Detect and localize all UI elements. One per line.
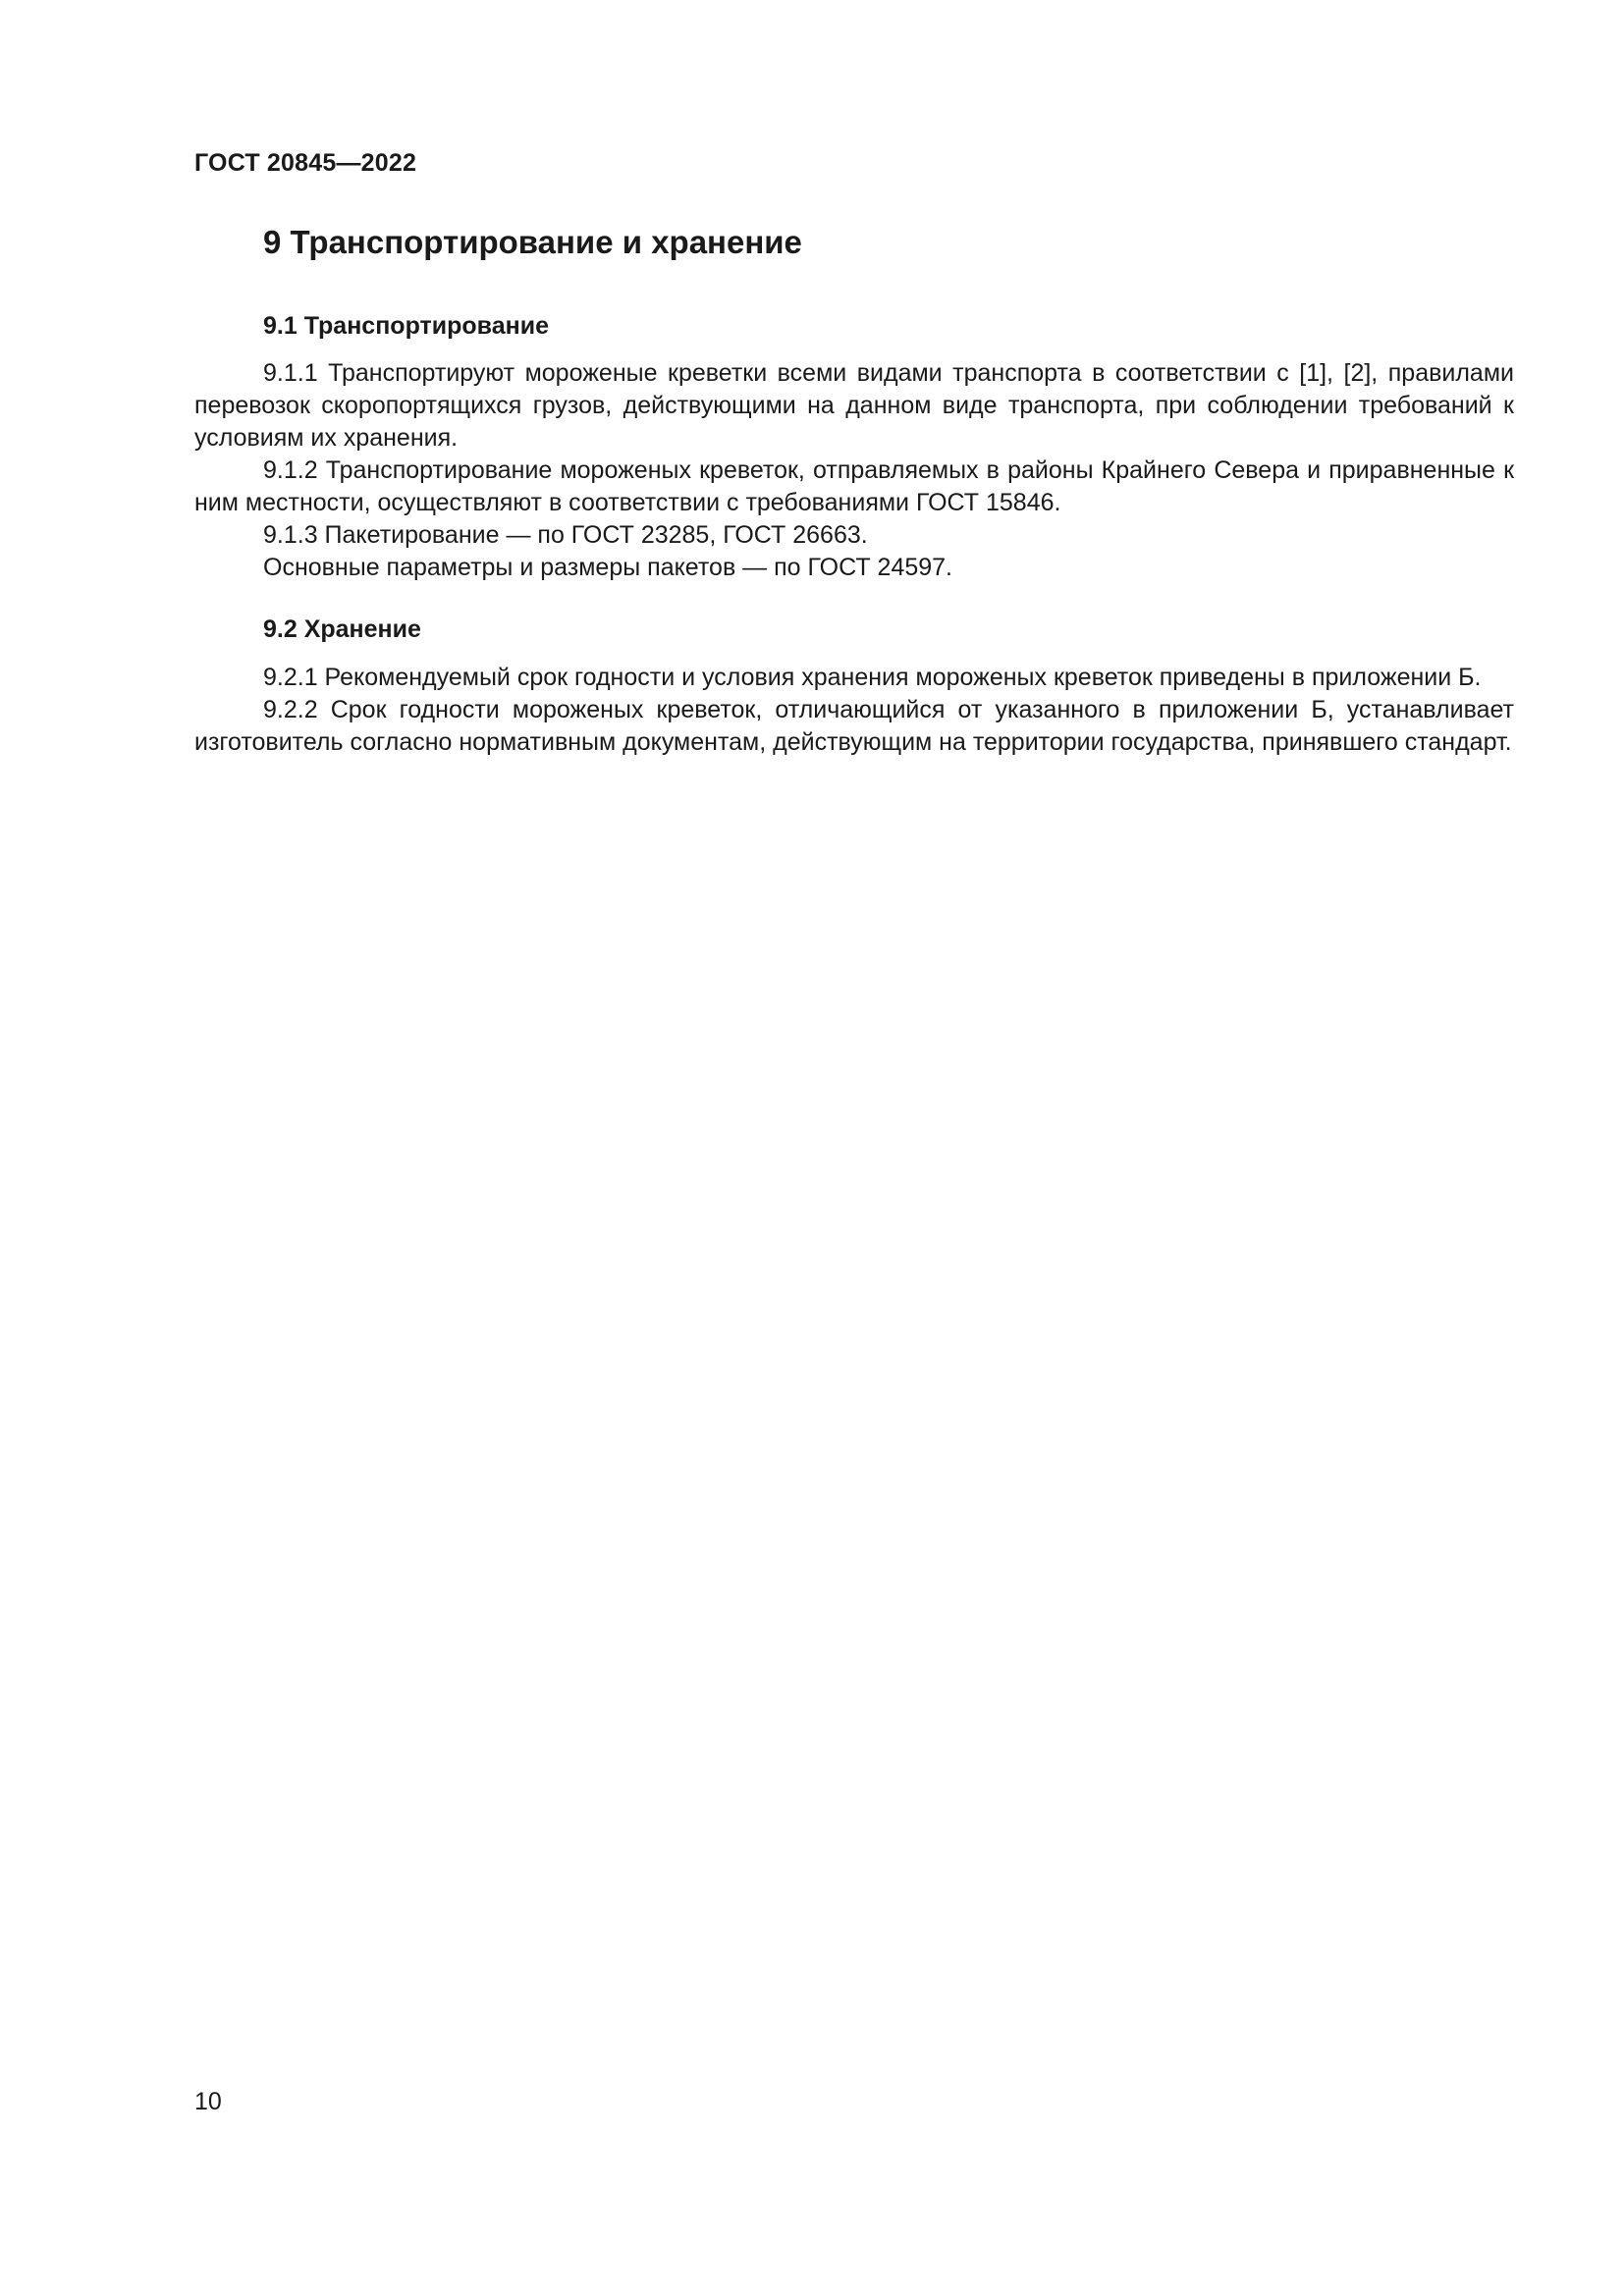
page-number: 10 [194, 2088, 222, 2115]
paragraph-package-params: Основные параметры и размеры пакетов — по ГОСТ 24597. [263, 554, 953, 581]
subsection-title-transport: 9.1 Транспортирование [263, 312, 549, 340]
paragraph-9-2-2: 9.2.2 Срок годности мороженых креветок, отличающийся от указанного в приложении Б, устанавливает изготовитель согласно нормативным документам, действующим на территории государства, принявшего стандарт. [194, 696, 1514, 756]
paragraph-9-1-1: 9.1.1 Транспортируют мороженые креветки всеми видами транспорта в соответствии с [1], [2], правилами перевозок скоропортящихся грузов, действующими на данном виде транспорта, при соблюдении требований к условиям их хранения. [194, 359, 1514, 452]
subsection-title-storage: 9.2 Хранение [263, 615, 421, 643]
paragraph-9-1-2: 9.1.2 Транспортирование мороженых креветок, отправляемых в районы Крайнего Севера и приравненные к ним местности, осуществляют в соответствии с требованиями ГОСТ 15846. [194, 456, 1514, 516]
section-title: 9 Транспортирование и хранение [263, 224, 802, 260]
paragraph-9-1-3: 9.1.3 Пакетирование — по ГОСТ 23285, ГОСТ 26663. [263, 521, 868, 549]
transport-text-block [194, 357, 1514, 584]
storage-text-block [194, 662, 1514, 759]
document-id-header: ГОСТ 20845—2022 [194, 149, 417, 177]
paragraph-9-2-1: 9.2.1 Рекомендуемый срок годности и условия хранения мороженых креветок приведены в приложении Б. [263, 664, 1482, 691]
